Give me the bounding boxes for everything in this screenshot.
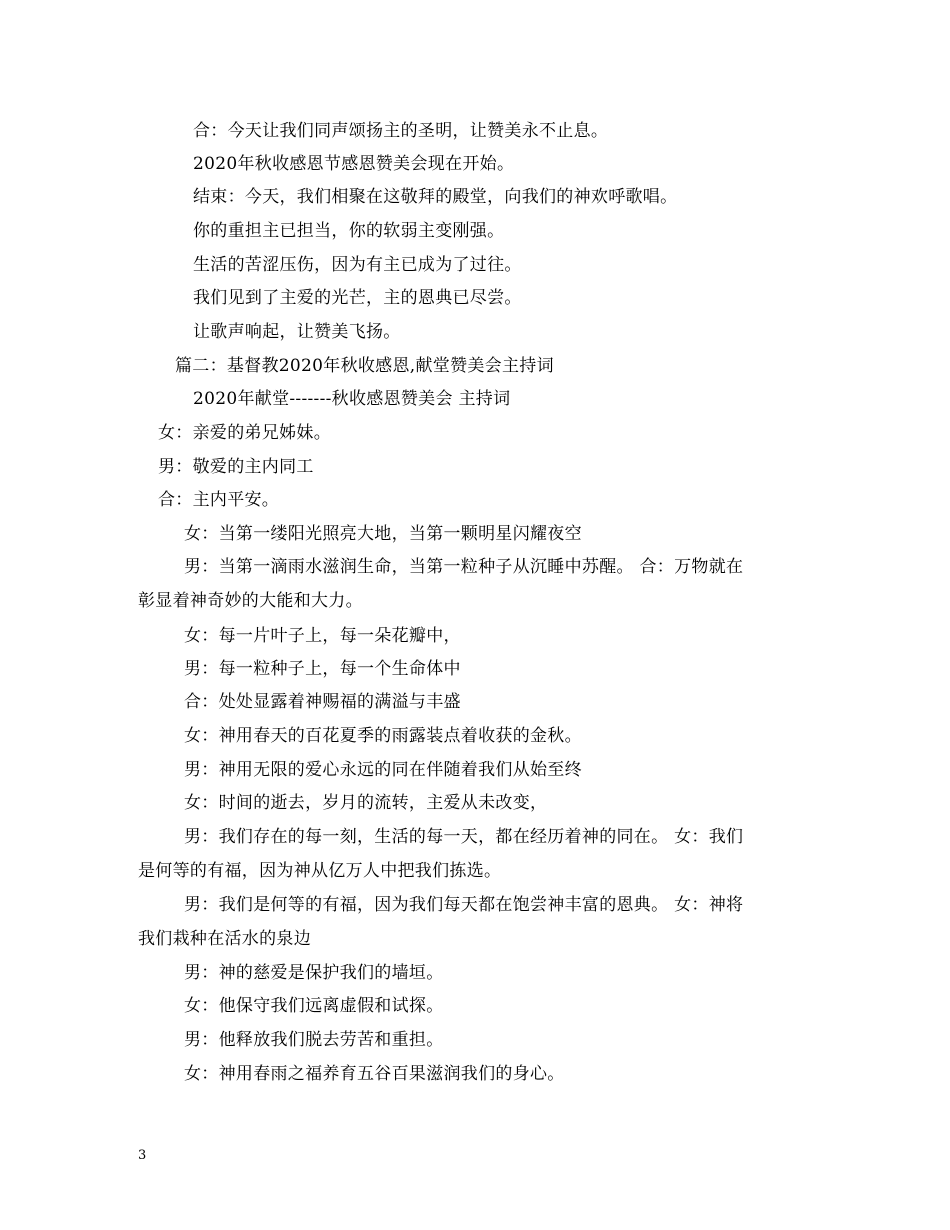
section-heading: 篇二：基督教2020年秋收感恩,献堂赞美会主持词 [175, 356, 554, 376]
text-line: 女：神用春雨之福养育五谷百果滋润我们的身心。 [184, 1064, 565, 1084]
text-line: 男：我们存在的每一刻，生活的每一天，都在经历着神的同在。 女：我们 [184, 827, 744, 847]
text-line: 合：处处显露着神赐福的满溢与丰盛 [184, 692, 461, 712]
page-number: 3 [138, 1148, 147, 1163]
text-line: 你的重担主已担当，你的软弱主变刚强。 [193, 221, 505, 241]
text-line: 男：当第一滴雨水滋润生命，当第一粒种子从沉睡中苏醒。 合：万物就在 [184, 557, 744, 577]
text-line: 2020年秋收感恩节感恩赞美会现在开始。 [193, 154, 515, 174]
text-line: 女：时间的逝去，岁月的流转，主爱从未改变， [184, 793, 548, 813]
text-line: 结束：今天，我们相聚在这敬拜的殿堂，向我们的神欢呼歌唱。 [193, 187, 678, 207]
text-line: 合：今天让我们同声颂扬主的圣明，让赞美永不止息。 [193, 121, 609, 141]
text-line: 男：敬爱的主内同工 [158, 457, 314, 477]
text-line: 彰显着神奇妙的大能和大力。 [138, 591, 363, 611]
text-line: 男：他释放我们脱去劳苦和重担。 [184, 1030, 444, 1050]
text-line: 女：神用春天的百花夏季的雨露装点着收获的金秋。 [184, 726, 582, 746]
text-line: 让歌声响起，让赞美飞扬。 [193, 322, 401, 342]
text-line: 女：亲爱的弟兄姊妹。 [158, 423, 331, 443]
text-line: 我们见到了主爱的光芒，主的恩典已尽尝。 [193, 288, 522, 308]
text-line: 女：当第一缕阳光照亮大地，当第一颗明星闪耀夜空 [184, 524, 582, 544]
section-subheading: 2020年献堂-------秋收感恩赞美会 主持词 [193, 389, 511, 409]
text-line: 是何等的有福，因为神从亿万人中把我们拣选。 [138, 861, 502, 881]
text-line: 生活的苦涩压伤，因为有主已成为了过往。 [193, 255, 522, 275]
text-line: 女：每一片叶子上，每一朵花瓣中， [184, 626, 461, 646]
text-line: 男：神的慈爱是保护我们的墙垣。 [184, 963, 444, 983]
text-line: 男：我们是何等的有福，因为我们每天都在饱尝神丰富的恩典。 女：神将 [184, 895, 744, 915]
text-line: 男：每一粒种子上，每一个生命体中 [184, 659, 461, 679]
text-line: 合：主内平安。 [158, 490, 280, 510]
text-line: 男：神用无限的爱心永远的同在伴随着我们从始至终 [184, 760, 582, 780]
text-line: 我们栽种在活水的泉边 [138, 929, 311, 949]
text-line: 女：他保守我们远离虚假和试探。 [184, 996, 444, 1016]
